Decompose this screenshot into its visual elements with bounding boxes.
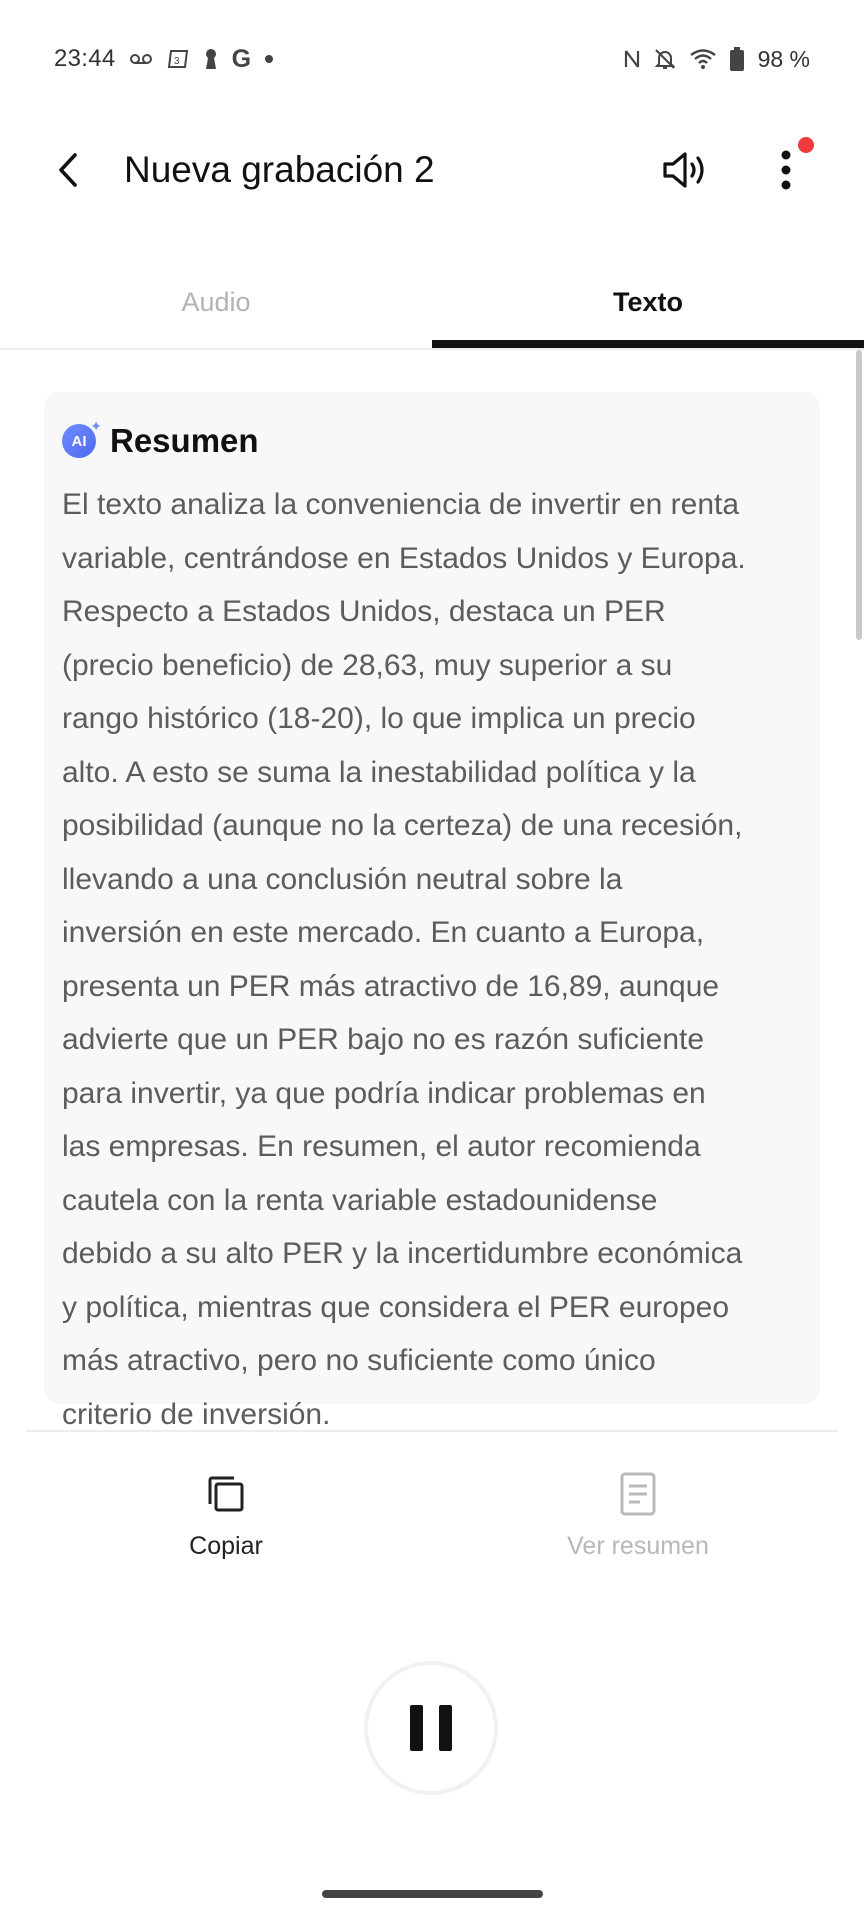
nfc-icon [624,48,640,70]
summary-header [62,416,259,466]
wifi-icon [690,49,716,69]
view-summary-label: Ver resumen [567,1532,709,1560]
summary-title: Resumen [110,422,259,459]
voicemail-icon [130,52,152,66]
tab-bar [0,256,864,350]
ai-badge-text: AI [71,432,87,450]
home-indicator[interactable] [322,1890,543,1898]
notification-badge [798,137,814,153]
document-icon [614,1470,662,1518]
tab-text[interactable]: Texto [612,286,683,317]
status-left [54,45,273,74]
copy-label: Copiar [189,1532,263,1560]
google-icon: G [231,44,252,73]
copy-icon [202,1470,250,1518]
status-right [624,46,810,73]
status-time: 23:44 [54,45,116,72]
dual-sim-icon [166,50,190,68]
copy-button[interactable] [96,1470,356,1580]
svg-text:3: 3 [173,56,180,67]
speaker-icon [661,150,711,190]
page-title: Nueva grabación 2 [124,149,435,190]
ai-sparkle-icon [62,418,102,458]
pause-button[interactable] [364,1661,498,1795]
view-summary-button[interactable] [508,1470,768,1580]
bell-off-icon [654,48,676,70]
divider [26,1430,838,1432]
keyhole-icon [204,48,218,70]
app-header [0,118,864,222]
tab-audio[interactable]: Audio [181,286,251,317]
summary-text: El texto analiza la conveniencia de invertir en renta variable, centrándose en Estados Unidos y Europa. Respecto a Estados Unidos, destaca un PER (precio beneficio) de 28,63, muy superior a su rango histórico (18-20), lo que implica un precio alto. A esto se suma la inestabilidad política y la posibilidad (aunque no la certeza) de una recesión, llevando a una conclusión neutral sobre la inversión en este mercado. En cuanto a Europa, presenta un PER más atractivo de 16,89, aunque advierte que un PER bajo no es razón suficiente para invertir, ya que podría indicar problemas en las empresas. En resumen, el autor recomienda cautela con la renta variable estadounidense debido a su alto PER y la incertidumbre económica y política, mientras que considera el PER europeo más atractivo, pero no suficiente como único criterio de inversión. [62,488,746,1431]
back-button[interactable] [40,142,96,198]
sparkle-icon: ✦ [90,418,102,434]
more-vert-icon [780,149,792,191]
back-arrow-icon [53,152,83,188]
status-bar [0,0,864,118]
pause-icon [402,1705,460,1751]
speaker-button[interactable] [656,140,716,200]
scrollbar[interactable] [856,350,862,640]
summary-card [44,392,820,1431]
battery-icon [730,47,744,71]
notification-dot-icon [265,55,273,63]
active-tab-indicator [432,340,864,348]
battery-level: 98 % [757,45,810,72]
